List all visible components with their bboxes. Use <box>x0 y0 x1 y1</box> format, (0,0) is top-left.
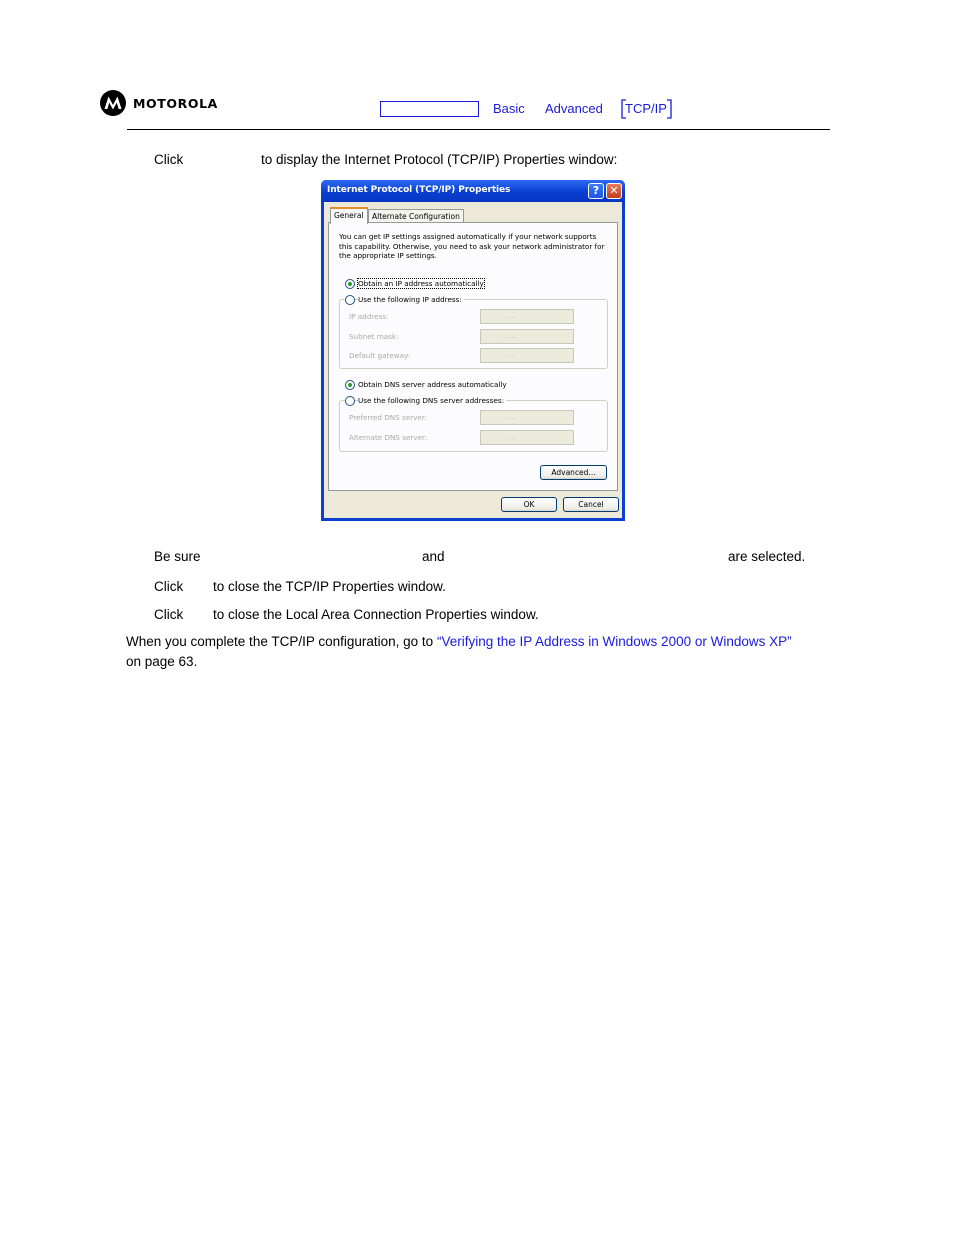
label-preferred-dns: Preferred DNS server: <box>349 413 428 422</box>
brand-name: MOTOROLA <box>133 95 218 111</box>
nav-link-basic[interactable]: Basic <box>493 101 525 116</box>
help-button[interactable] <box>588 183 604 199</box>
step4-prefix: Click <box>154 607 184 622</box>
intro-line-1: You can get IP settings assigned automatically if your network supports <box>339 232 597 241</box>
dialog-client-area <box>324 202 622 518</box>
nav-home-box[interactable] <box>380 101 479 117</box>
step4-text: to close the Local Area Connection Properties window. <box>213 607 539 622</box>
motorola-logo <box>100 90 218 116</box>
closing-page-ref: on page 63. <box>126 654 198 669</box>
step1-prefix: Click <box>154 152 184 167</box>
preferred-dns-field <box>480 410 574 425</box>
closing-line-1 <box>126 634 792 650</box>
nav-link-tcpip[interactable] <box>621 99 672 119</box>
label-obtain-dns-auto[interactable]: Obtain DNS server address automatically <box>358 379 507 389</box>
nav-link-advanced[interactable]: Advanced <box>545 101 603 116</box>
header-rule <box>127 129 830 130</box>
radio-use-following-dns[interactable] <box>345 396 355 406</box>
default-gateway-dots: . . . <box>503 351 515 359</box>
alternate-dns-dots: . . . <box>503 433 515 441</box>
dialog-titlebar[interactable] <box>321 180 625 202</box>
step3-text: to close the TCP/IP Properties window. <box>213 579 446 594</box>
subnet-mask-field <box>480 329 574 344</box>
label-alternate-dns: Alternate DNS server: <box>349 433 428 442</box>
subnet-mask-dots: . . . <box>503 332 515 340</box>
radio-obtain-dns-auto[interactable] <box>345 380 355 390</box>
ip-address-dots: . . . <box>503 312 515 320</box>
preferred-dns-dots: . . . <box>503 413 515 421</box>
tab-alternate-configuration[interactable]: Alternate Configuration <box>368 209 464 224</box>
ok-button[interactable]: OK <box>501 497 557 512</box>
help-icon: ? <box>592 184 600 197</box>
label-obtain-ip-auto[interactable]: Obtain an IP address automatically <box>358 278 484 288</box>
general-tab-panel <box>328 222 618 491</box>
close-button[interactable] <box>606 183 622 199</box>
label-default-gateway: Default gateway: <box>349 351 411 360</box>
step2-middle: and <box>422 549 445 564</box>
tab-general[interactable]: General <box>330 207 368 224</box>
nav-link-tcpip-label: TCP/IP <box>625 101 667 116</box>
intro-line-3: the appropriate IP settings. <box>339 251 437 260</box>
verifying-ip-link[interactable]: “Verifying the IP Address in Windows 2000 or Windows XP” <box>436 634 792 649</box>
radio-obtain-ip-auto[interactable] <box>345 279 355 289</box>
close-icon: ✕ <box>609 184 619 197</box>
alternate-dns-field <box>480 430 574 445</box>
cancel-button[interactable]: Cancel <box>563 497 619 512</box>
label-subnet-mask: Subnet mask: <box>349 331 399 341</box>
step1-text: to display the Internet Protocol (TCP/IP) Properties window: <box>261 152 618 167</box>
tcpip-properties-dialog <box>321 180 625 521</box>
ip-address-field <box>480 309 574 324</box>
step2-suffix: are selected. <box>728 549 806 564</box>
advanced-button[interactable]: Advanced... <box>540 465 607 480</box>
label-ip-address: IP address: <box>349 312 389 321</box>
closing-text: When you complete the TCP/IP configuration, go to <box>126 634 434 649</box>
step2-prefix: Be sure <box>154 549 201 564</box>
label-use-following-ip[interactable]: Use the following IP address: <box>358 294 462 304</box>
motorola-batwing-icon <box>100 90 126 116</box>
step3-prefix: Click <box>154 579 184 594</box>
intro-line-2: this capability. Otherwise, you need to ask your network administrator for <box>339 241 605 251</box>
default-gateway-field <box>480 348 574 363</box>
label-use-following-dns[interactable]: Use the following DNS server addresses: <box>358 395 505 405</box>
radio-use-following-ip[interactable] <box>345 295 355 305</box>
dialog-title: Internet Protocol (TCP/IP) Properties <box>327 185 511 195</box>
